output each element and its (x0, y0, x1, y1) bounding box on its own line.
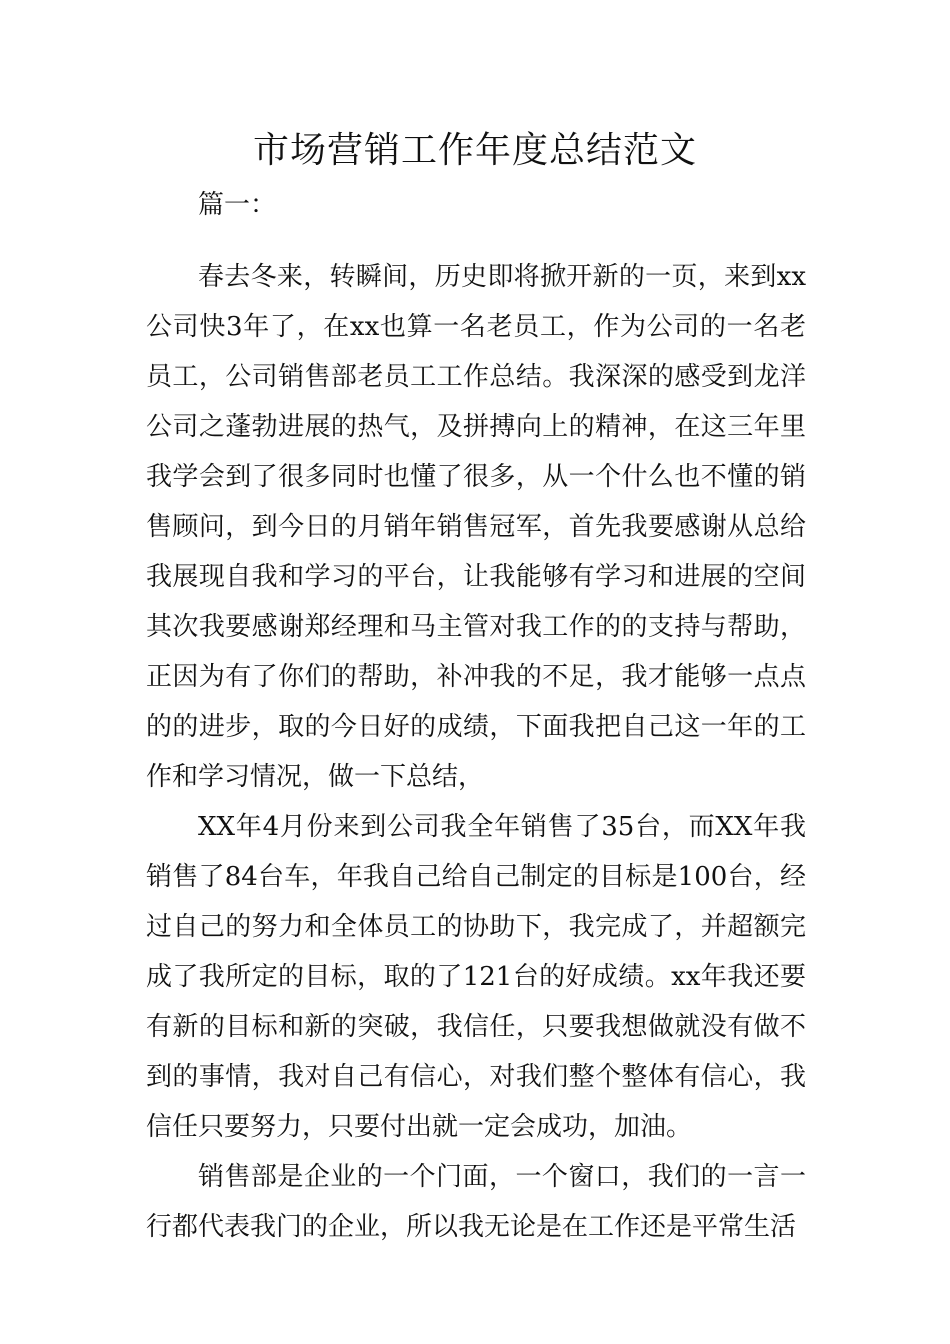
paragraph: 春去冬来，转瞬间，历史即将掀开新的一页，来到xx公司快3年了，在xx也算一名老员工，作为公司的一名老员工，公司销售部老员工工作总结。我深深的感受到龙洋公司之蓬勃进展的热气，及拼搏向上的精神，在这三年里我学会到了很多同时也懂了很多，从一个什么也不懂的销售顾问，到今日的月销年销售冠军，首先我要感谢从总给我展现自我和学习的平台，让我能够有学习和进展的空间其次我要感谢郑经理和马主管对我工作的的支持与帮助，正因为有了你们的帮助，补冲我的不足，我才能够一点点的的进步，取的今日好的成绩，下面我把自己这一年的工作和学习情况，做一下总结， (146, 262, 806, 792)
section-label: 篇一： (198, 190, 277, 220)
document-title: 市场营销工作年度总结范文 (252, 130, 697, 171)
paragraph: XX年4月份来到公司我全年销售了35台，而XX年我销售了84台车，年我自己给自己制定的目标是100台，经过自己的努力和全体员工的协助下，我完成了，并超额完成了我所定的目标，取的了121台的好成绩。xx年我还要有新的目标和新的突破，我信任，只要我想做就没有做不到的事情，我对自己有信心，对我们整个整体有信心，我信任只要努力，只要付出就一定会成功，加油。 (146, 812, 806, 1142)
document-body (146, 180, 806, 1252)
paragraph: 销售部是企业的一个门面，一个窗口，我们的一言一行都代表我门的企业，所以我无论是在工作还是平常生活 (146, 1162, 806, 1242)
